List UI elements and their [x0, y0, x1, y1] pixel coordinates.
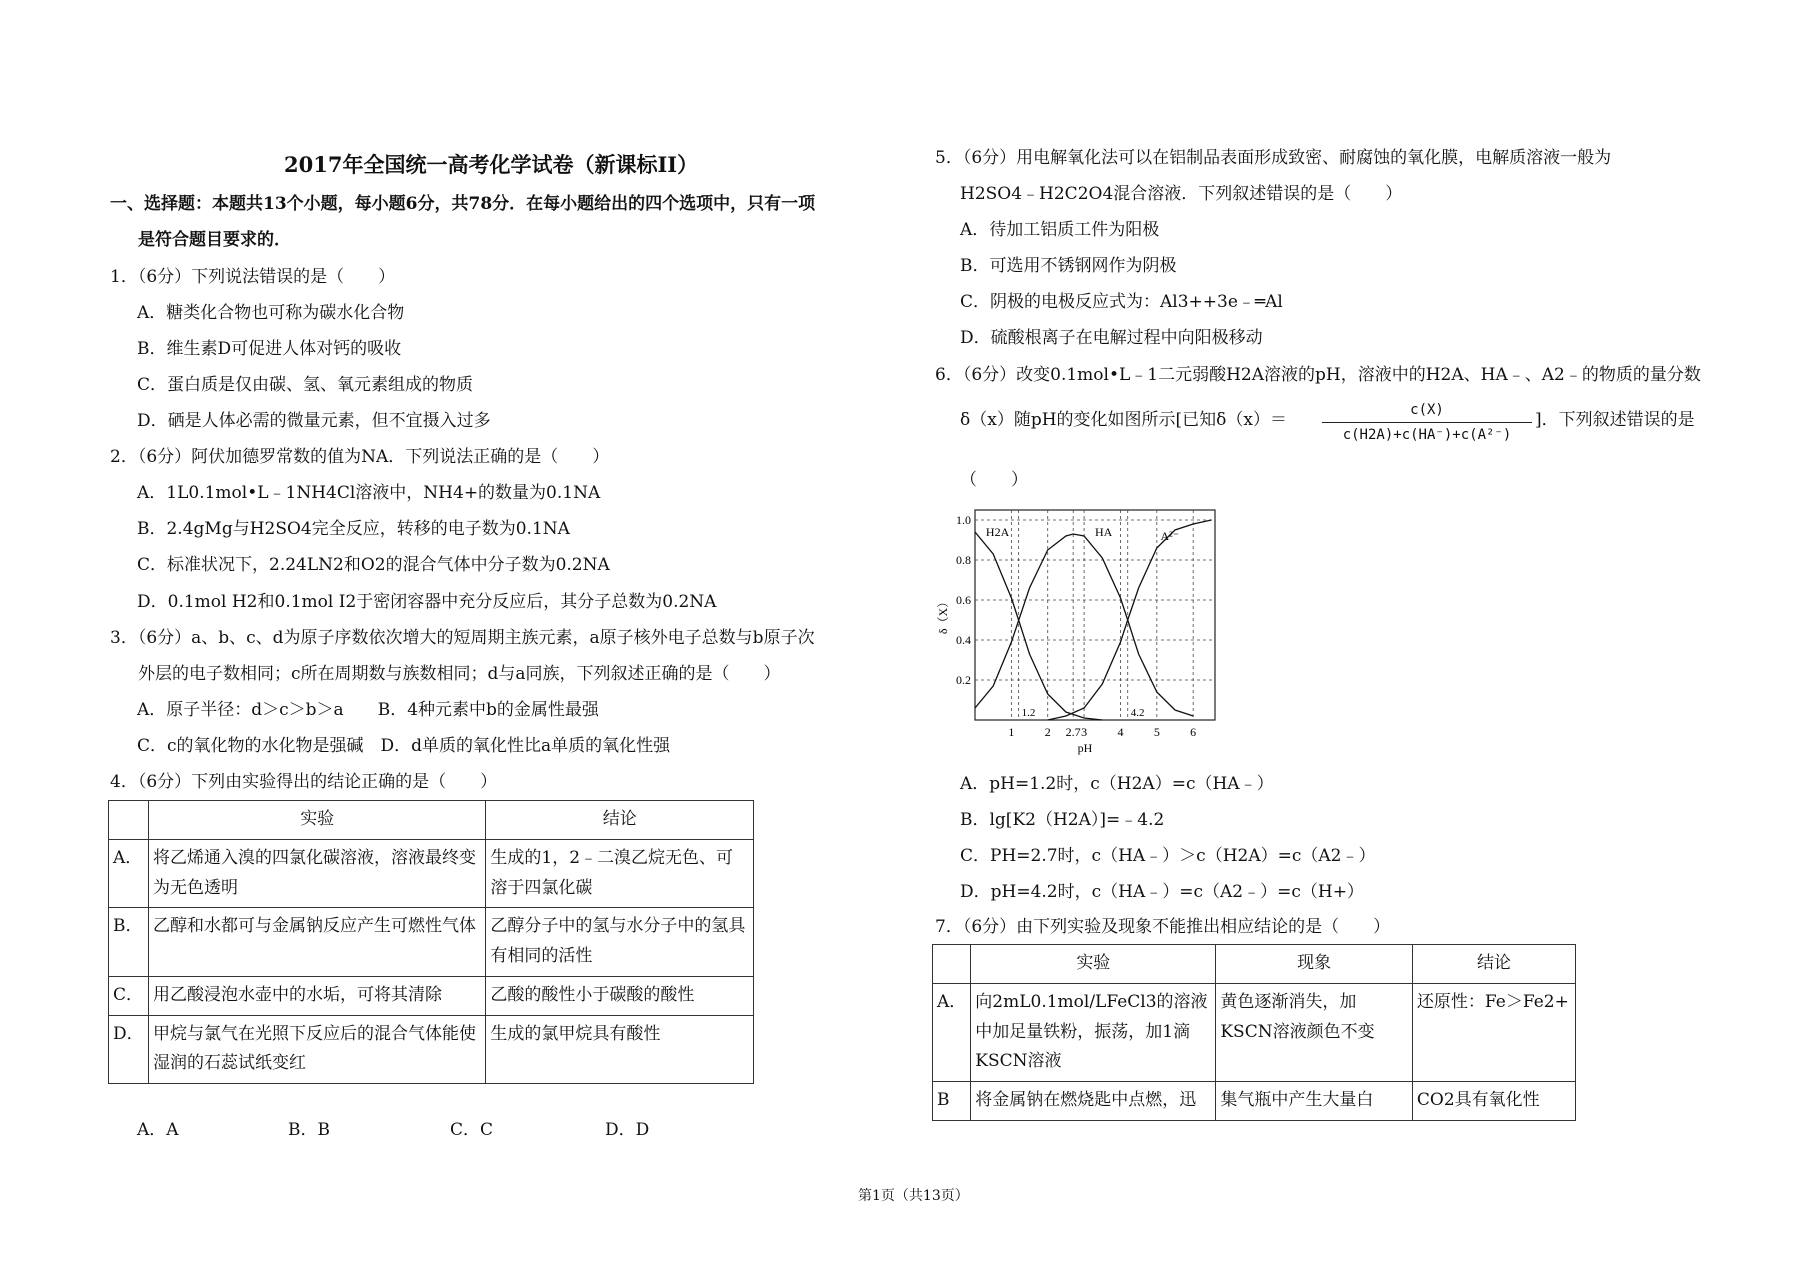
y-axis-label: δ（X）: [936, 595, 950, 635]
x-tick-label: 2: [1044, 725, 1051, 739]
series-label: H2A: [985, 525, 1010, 539]
table-header-cell: 现象: [1216, 945, 1413, 984]
experiment-cell: 乙醇和水都可与金属钠反应产生可燃性气体: [148, 908, 485, 977]
series-line-a2-: [1048, 520, 1212, 720]
q5-option-d: D．硫酸根离子在电解过程中向阳极移动: [960, 328, 1263, 348]
x-tick-label: 2.7: [1065, 725, 1081, 739]
table-header-cell: 结论: [486, 801, 754, 840]
q4-option-c: C．C: [450, 1120, 494, 1140]
x-axis-label: pH: [1077, 741, 1093, 755]
q6-option-c: C．PH=2.7时，c（HA﹣）＞c（H2A）=c（A2﹣）: [960, 846, 1376, 866]
observation-cell: 黄色逐渐消失，加KSCN溶液颜色不变: [1216, 983, 1413, 1081]
row-label: D．: [109, 1015, 149, 1084]
q1-option-c: C．蛋白质是仅由碳、氢、氧元素组成的物质: [137, 375, 474, 395]
row-label: C．: [109, 976, 149, 1015]
y-tick-label: 0.6: [956, 593, 971, 607]
table-row: [109, 839, 754, 908]
question-3-stem-cont: 外层的电子数相同；c所在周期数与族数相同；d与a同族，下列叙述正确的是（ ）: [138, 664, 781, 684]
q4-option-b: B．B: [288, 1120, 330, 1140]
q1-option-b: B．维生素D可促进人体对钙的吸收: [137, 339, 402, 359]
q1-option-d: D．硒是人体必需的微量元素，但不宜摄入过多: [137, 411, 491, 431]
annotation-label: 1.2: [1021, 707, 1036, 719]
table-row: [933, 983, 1576, 1081]
q6-option-b: B．lg[K2（H2A）]=﹣4.2: [960, 810, 1165, 830]
y-tick-label: 0.2: [956, 673, 971, 687]
q4-option-a: A．A: [137, 1120, 179, 1140]
series-label: HA: [1095, 525, 1113, 539]
experiment-cell: 将金属钠在燃烧匙中点燃，迅: [971, 1082, 1216, 1121]
q6-option-d: D．pH=4.2时，c（HA﹣）=c（A2﹣）=c（H+）: [960, 882, 1364, 902]
delta-fraction-numerator: c(X): [1410, 402, 1444, 418]
question-6-stem-part-a: δ（x）随pH的变化如图所示[已知δ（x）＝: [960, 410, 1287, 430]
x-tick-label: 4: [1117, 725, 1124, 739]
conclusion-cell: 乙酸的酸性小于碳酸的酸性: [486, 976, 754, 1015]
q6-option-a: A．pH=1.2时，c（H2A）=c（HA﹣）: [960, 774, 1274, 794]
q5-option-c: C．阴极的电极反应式为：Al3++3e﹣═Al: [960, 292, 1283, 312]
experiment-cell: 用乙酸浸泡水壶中的水垢，可将其清除: [148, 976, 485, 1015]
row-label: A．: [933, 983, 971, 1081]
question-5-stem: 5．（6分）用电解氧化法可以在铝制品表面形成致密、耐腐蚀的氧化膜，电解质溶液一般为: [935, 148, 1612, 168]
y-tick-label: 0.4: [956, 633, 971, 647]
q7-table: [932, 944, 1576, 1121]
table-header-cell: [109, 801, 149, 840]
conclusion-cell: CO2具有氧化性: [1412, 1082, 1575, 1121]
q4-option-d: D．D: [605, 1120, 650, 1140]
question-2-stem: 2．（6分）阿伏加德罗常数的值为NA．下列说法正确的是（ ）: [110, 447, 610, 467]
table-row: [109, 1015, 754, 1084]
q3-options-cd: C．c的氧化物的水化物是强碱 D．d单质的氧化性比a单质的氧化性强: [137, 736, 671, 756]
page-footer: 第1页（共13页）: [858, 1188, 969, 1204]
table-header-cell: 实验: [148, 801, 485, 840]
question-4-stem: 4．（6分）下列由实验得出的结论正确的是（ ）: [110, 772, 498, 792]
q1-option-a: A．糖类化合物也可称为碳水化合物: [137, 303, 405, 323]
q2-option-a: A．1L0.1mol•L﹣1NH4Cl溶液中，NH4+的数量为0.1NA: [137, 483, 601, 503]
q2-option-d: D．0.1mol H2和0.1mol I2于密闭容器中充分反应后，其分子总数为0.2NA: [137, 592, 717, 612]
q5-option-a: A．待加工铝质工件为阳极: [960, 220, 1160, 240]
experiment-cell: 向2mL0.1mol/LFeCl3的溶液中加足量铁粉，振荡，加1滴KSCN溶液: [971, 983, 1216, 1081]
observation-cell: 集气瓶中产生大量白: [1216, 1082, 1413, 1121]
series-label: A²⁻: [1160, 529, 1180, 543]
table-row: [109, 908, 754, 977]
table-header-cell: 实验: [971, 945, 1216, 984]
conclusion-cell: 生成的1，2﹣二溴乙烷无色、可溶于四氯化碳: [486, 839, 754, 908]
q2-option-b: B．2.4gMg与H2SO4完全反应，转移的电子数为0.1NA: [137, 519, 570, 539]
delta-fraction-denominator: c(H2A)+c(HA⁻)+c(A²⁻): [1342, 427, 1512, 443]
x-tick-label: 5: [1153, 725, 1160, 739]
conclusion-cell: 还原性：Fe＞Fe2+: [1412, 983, 1575, 1081]
section-heading-cont: 是符合题目要求的．: [138, 230, 291, 250]
question-7-stem: 7．（6分）由下列实验及现象不能推出相应结论的是（ ）: [935, 917, 1391, 937]
fraction-bar: [1322, 422, 1532, 423]
table-header-row: [109, 801, 754, 840]
speciation-chart: [935, 498, 1225, 760]
experiment-cell: 甲烷与氯气在光照下反应后的混合气体能使湿润的石蕊试纸变红: [148, 1015, 485, 1084]
section-heading: 一、选择题：本题共13个小题，每小题6分，共78分．在每小题给出的四个选项中，只有一项: [110, 194, 816, 214]
q3-options-ab: A．原子半径：d＞c＞b＞a B．4种元素中b的金属性最强: [137, 700, 599, 720]
question-1-stem: 1．（6分）下列说法错误的是（ ）: [110, 267, 396, 287]
row-label: B: [933, 1082, 971, 1121]
experiment-cell: 将乙烯通入溴的四氯化碳溶液，溶液最终变为无色透明: [148, 839, 485, 908]
page-title: 2017年全国统一高考化学试卷（新课标II）: [284, 152, 699, 177]
y-tick-label: 1.0: [956, 513, 971, 527]
x-tick-label: 6: [1190, 725, 1197, 739]
x-tick-label: 3: [1081, 725, 1088, 739]
q2-option-c: C．标准状况下，2.24LN2和O2的混合气体中分子数为0.2NA: [137, 555, 610, 575]
table-row: [933, 1082, 1576, 1121]
annotation-label: 4.2: [1130, 707, 1145, 719]
row-label: B．: [109, 908, 149, 977]
table-row: [109, 976, 754, 1015]
question-3-stem: 3．（6分）a、b、c、d为原子序数依次增大的短周期主族元素，a原子核外电子总数与b原子次: [110, 628, 815, 648]
x-tick-label: 1: [1008, 725, 1015, 739]
conclusion-cell: 生成的氯甲烷具有酸性: [486, 1015, 754, 1084]
row-label: A．: [109, 839, 149, 908]
table-header-row: [933, 945, 1576, 984]
question-6-stem-part-b: ]．下列叙述错误的是: [1535, 410, 1695, 430]
table-header-cell: 结论: [1412, 945, 1575, 984]
table-header-cell: [933, 945, 971, 984]
y-tick-label: 0.8: [956, 553, 971, 567]
question-6-stem-cont: （ ）: [960, 470, 1028, 490]
question-6-stem: 6．（6分）改变0.1mol•L﹣1二元弱酸H2A溶液的pH，溶液中的H2A、HA﹣、A2﹣的物质的量分数: [935, 365, 1701, 385]
conclusion-cell: 乙醇分子中的氢与水分子中的氢具有相同的活性: [486, 908, 754, 977]
q5-option-b: B．可选用不锈钢网作为阴极: [960, 256, 1177, 276]
q4-table: [108, 800, 754, 1084]
question-5-stem-cont: H2SO4﹣H2C2O4混合溶液．下列叙述错误的是（ ）: [960, 184, 1403, 204]
